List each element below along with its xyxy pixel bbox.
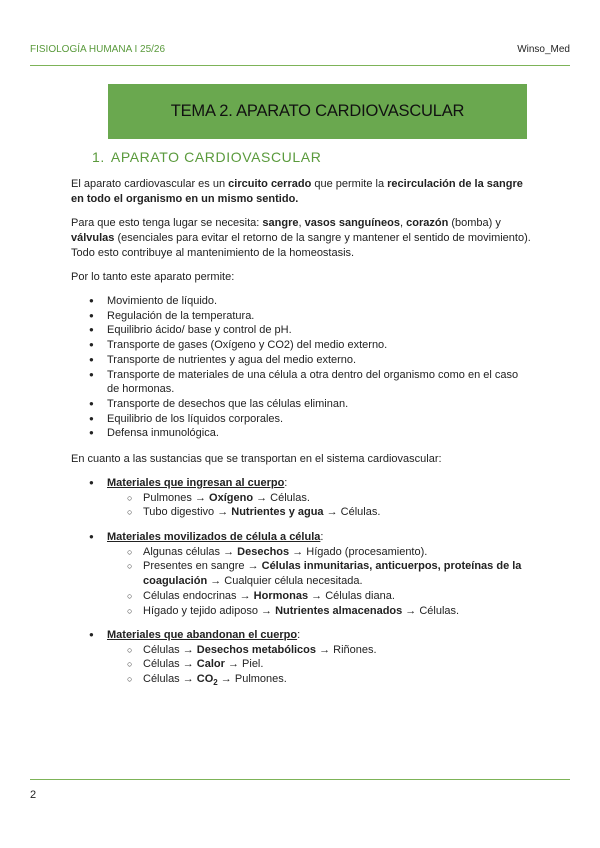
- list-item: ○ Pulmones → Oxígeno → Células.: [71, 491, 531, 506]
- header-course: FISIOLOGÍA HUMANA I 25/26: [30, 44, 166, 55]
- list-item: ○ Células → Desechos metabólicos → Riñones.: [71, 643, 531, 658]
- list-item: ● Transporte de materiales de una célula a otra dentro del organismo como en el caso de hormonas.: [71, 368, 531, 397]
- group-items: [71, 545, 531, 619]
- header-author: Winso_Med: [517, 44, 570, 55]
- footer-divider: [30, 779, 570, 780]
- list-item: ○ Células → Calor → Piel.: [71, 657, 531, 672]
- list-item: ● Equilibrio ácido/ base y control de pH.: [71, 323, 531, 338]
- topic-title: TEMA 2. APARATO CARDIOVASCULAR: [170, 102, 465, 120]
- list-item: ● Transporte de desechos que las células eliminan.: [71, 397, 531, 412]
- list-item: ○ Células → $CO_2$ → Pulmones.: [71, 672, 531, 691]
- list-item: ● Transporte de nutrientes y agua del medio externo.: [71, 353, 531, 368]
- page-header: [30, 44, 570, 58]
- group-ingress: [71, 476, 531, 520]
- group-items: [71, 643, 531, 691]
- list-item: ○ Hígado y tejido adiposo → Nutrientes almacenados → Células.: [71, 604, 531, 619]
- group-items: [71, 491, 531, 520]
- list-item: ○ Células endocrinas → Hormonas → Células diana.: [71, 589, 531, 604]
- group-heading: ● Materiales movilizados de célula a célula:: [71, 530, 531, 545]
- paragraph-requirements: Para que esto tenga lugar se necesita: sangre, vasos sanguíneos, corazón (bomba) y válvulas (esenciales para evitar el retorno de la sangre y mantener el sentido de movimiento). Todo esto contribuye al mantenimiento de la homeostasis.: [71, 217, 531, 259]
- paragraph-substances-intro: En cuanto a las sustancias que se transportan en el sistema cardiovascular:: [71, 453, 442, 465]
- page-number: 2: [30, 789, 37, 801]
- group-egress: [71, 628, 531, 691]
- paragraph-functions-intro: Por lo tanto este aparato permite:: [71, 271, 235, 283]
- topic-banner: [108, 84, 527, 139]
- section-heading: [92, 149, 327, 165]
- header-divider: [30, 65, 570, 66]
- group-heading: ● Materiales que abandonan el cuerpo:: [71, 628, 531, 643]
- list-item: ● Movimiento de líquido.: [71, 294, 531, 309]
- list-item: ● Regulación de la temperatura.: [71, 309, 531, 324]
- section-title: APARATO CARDIOVASCULAR: [110, 149, 322, 165]
- functions-list: [71, 294, 531, 441]
- section-number: 1.: [92, 149, 105, 165]
- list-item: ● Defensa inmunológica.: [71, 426, 531, 441]
- list-item: ● Equilibrio de los líquidos corporales.: [71, 412, 531, 427]
- group-heading: ● Materiales que ingresan al cuerpo:: [71, 476, 531, 491]
- list-item: ○ Algunas células → Desechos → Hígado (procesamiento).: [71, 545, 531, 560]
- list-item: ● Transporte de gases (Oxígeno y CO2) del medio externo.: [71, 338, 531, 353]
- group-cell-to-cell: [71, 530, 531, 618]
- paragraph-intro: El aparato cardiovascular es un circuito cerrado que permite la recirculación de la sangre en todo el organismo en un mismo sentido.: [71, 178, 523, 205]
- list-item: ○ Tubo digestivo → Nutrientes y agua → Células.: [71, 505, 531, 520]
- list-item: ○ Presentes en sangre → Células inmunitarias, anticuerpos, proteínas de la coagulación → Cualquier célula necesitada.: [71, 559, 531, 588]
